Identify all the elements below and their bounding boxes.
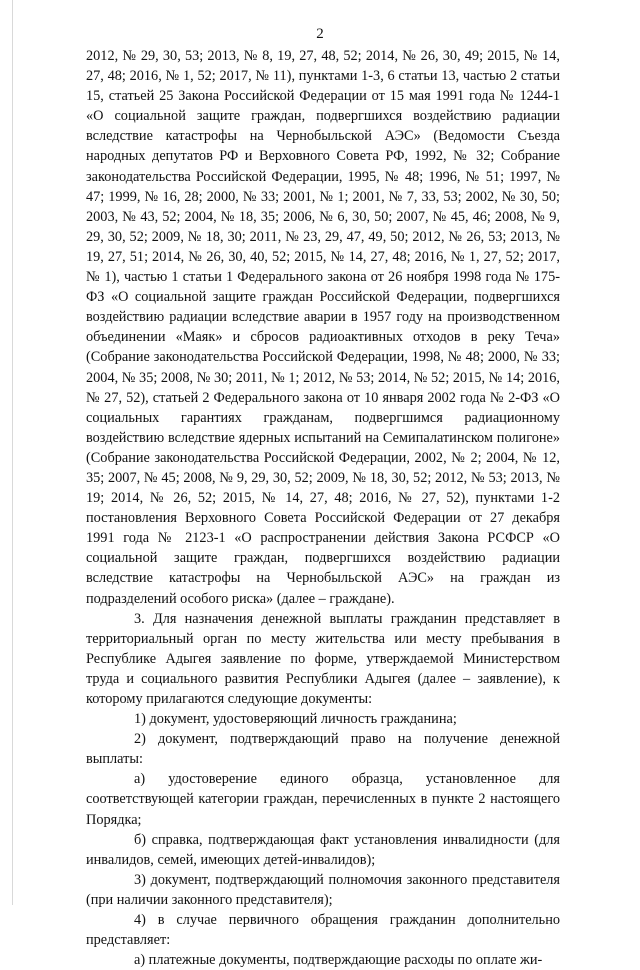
page-number: 2 bbox=[316, 26, 324, 42]
list-item-4a: а) платежные документы, подтверждающие расходы по оплате жи- bbox=[134, 952, 543, 969]
list-item-1: 1) документ, удостоверяющий личность гражданина; bbox=[134, 711, 457, 728]
document-body bbox=[86, 46, 560, 970]
list-item-3: 3) документ, подтверждающий полномочия законного представителя (при наличии законного представителя); bbox=[86, 871, 560, 908]
list-item-4: 4) в случае первичного обращения гражданин дополнительно представляет: bbox=[86, 912, 560, 949]
paragraph-item-3: 3. Для назначения денежной выплаты гражданин представляет в территориальный орган по месту жительства или месту пребывания в Республике Адыгея заявление по форме, утверждаемой Министерством труда и социального развития Республики Адыгея (далее – заявление), к которому прилагаются следующие документы: bbox=[86, 610, 560, 707]
scan-edge-line bbox=[12, 0, 13, 905]
paragraph-legal-references: 2012, № 29, 30, 53; 2013, № 8, 19, 27, 48, 52; 2014, № 26, 30, 49; 2015, № 14, 27, 48; 2016, № 1, 52; 2017, № 11), пунктами 1-3, 6 статьи 13, частью 2 статьи 15, статьей 25 Закона Российской Федерации от 15 мая 1991 года № 1244-1 «О социальной защите граждан, подвергшихся воздействию радиации вследствие катастрофы на Чернобыльской АЭС» (Ведомости Съезда народных депутатов РФ и Верховного Совета РФ, 1992, № 32; Собрание законодательства Российской Федерации, 1995, № 48; 1996, № 51; 1997, № 47; 1999, № 16, 28; 2000, № 33; 2001, № 1; 2001, № 7, 33, 53; 2002, № 30, 50; 2003, № 43, 52; 2004, № 18, 35; 2006, № 6, 30, 50; 2007, № 45, 46; 2008, № 9, 29, 30, 52; 2009, № 18, 30; 2011, № 23, 29, 47, 49, 50; 2012, № 26, 53; 2013, № 19, 27, 51; 2014, № 26, 30, 40, 52; 2015, № 14, 27, 48; 2016, № 1, 27, 52; 2017, № 1), частью 1 статьи 1 Федерального закона от 26 ноября 1998 года № 175-ФЗ «О социальной защите граждан Российской Федерации, подвергшихся воздействию радиации вследствие аварии в 1957 году на производственном объединении «Маяк» и сбросов радиоактивных отходов в реку Теча» (Собрание законодательства Российской Федерации, 1998, № 48; 2000, № 33; 2004, № 35; 2008, № 30; 2011, № 1; 2012, № 53; 2014, № 52; 2015, № 14; 2016, № 27, 52), статьей 2 Федерального закона от 10 января 2002 года № 2-ФЗ «О социальных гарантиях гражданам, подвергшимся радиационному воздействию вследствие ядерных испытаний на Семипалатинском полигоне» (Собрание законодательства Российской Федерации, 2002, № 2; 2004, № 12, 35; 2007, № 45; 2008, № 9, 29, 30, 52; 2009, № 18, 30, 52; 2012, № 53; 2013, № 19; 2014, № 26, 52; 2015, № 14, 27, 48; 2016, № 27, 52), пунктами 1-2 постановления Верховного Совета Российской Федерации от 27 декабря 1991 года № 2123-1 «О распространении действия Закона РСФСР «О социальной защите граждан, подвергшихся воздействию радиации вследствие катастрофы на Чернобыльской АЭС» на граждан из подразделений особого риска» (далее – граждане). bbox=[86, 48, 560, 607]
list-item-2b: б) справка, подтверждающая факт установления инвалидности (для инвалидов, семей, имеющих детей-инвалидов); bbox=[86, 831, 560, 868]
list-item-2: 2) документ, подтверждающий право на получение денежной выплаты: bbox=[86, 731, 560, 768]
list-item-2a: а) удостоверение единого образца, установленное для соответствующей категории граждан, перечисленных в пункте 2 настоящего Порядка; bbox=[86, 771, 560, 828]
